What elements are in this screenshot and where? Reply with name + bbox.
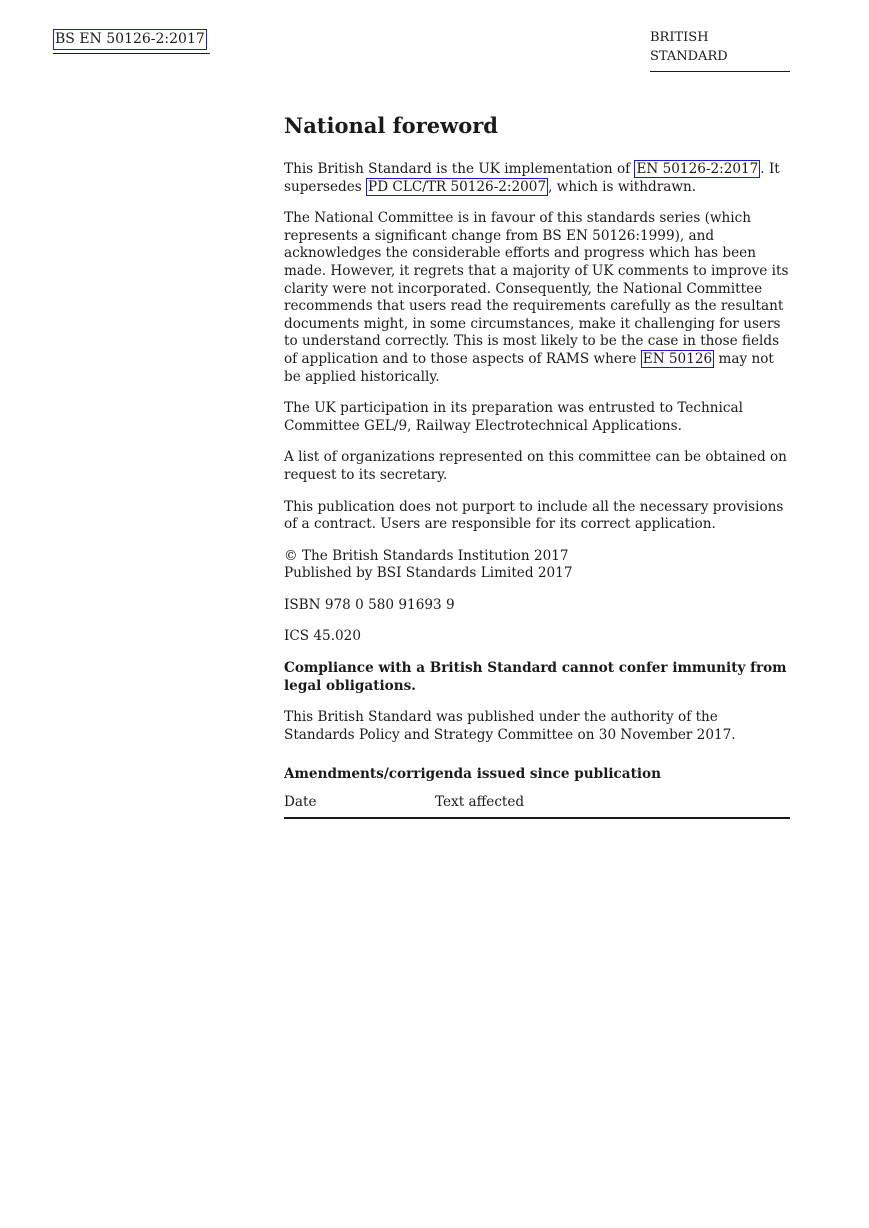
implementation-paragraph: [284, 161, 790, 196]
copyright-block: [284, 548, 790, 583]
publisher-line: Published by BSI Standards Limited 2017: [284, 565, 573, 582]
national-foreword-section: [284, 112, 790, 819]
committee-opinion-paragraph: [284, 210, 790, 386]
para1-pre: This British Standard is the UK implementation of: [284, 161, 635, 177]
en-50126-2-2017-link[interactable]: EN 50126-2:2017: [636, 161, 759, 177]
para1-mid: . It supersedes: [284, 161, 780, 195]
header-standard-label: BRITISH STANDARD: [650, 28, 790, 72]
amendments-col-text: Text affected: [435, 794, 525, 811]
isbn: ISBN 978 0 580 91693 9: [284, 596, 455, 613]
amendments-col-date: Date: [284, 794, 317, 811]
page-title: National foreword: [284, 113, 498, 138]
amendments-title: Amendments/corrigenda issued since publication: [284, 766, 661, 783]
para1-post: , which is withdrawn.: [548, 178, 697, 195]
amendments-table-header: [284, 794, 790, 819]
participation-paragraph: The UK participation in its preparation was entrusted to Technical Committee GEL/9, Railway Electrotechnical Applications.: [284, 400, 743, 434]
authority-paragraph: This British Standard was published under the authority of the Standards Policy and Strategy Committee on 30 November 2017.: [284, 709, 736, 743]
organizations-paragraph: A list of organizations represented on this committee can be obtained on request to its secretary.: [284, 449, 787, 483]
ics-code: ICS 45.020: [284, 628, 361, 645]
pd-clc-tr-50126-2-2007-link[interactable]: PD CLC/TR 50126-2:2007: [368, 178, 547, 195]
en-50126-link[interactable]: EN 50126: [642, 350, 713, 367]
header-doc-id: [53, 28, 210, 54]
copyright-line: © The British Standards Institution 2017: [284, 547, 569, 564]
para2-post: may not be applied historically.: [284, 350, 774, 385]
compliance-notice: Compliance with a British Standard cannot confer immunity from legal obligations.: [284, 660, 787, 694]
para2-pre: The National Committee is in favour of this standards series (which represents a significant change from BS EN 50126:1999), and acknowledges the considerable efforts and progress which has been made. However, it regrets that a majority of UK comments to improve its clarity were not incorporated. Consequently, the National Committee recommends that users read the requirements carefully as the resultant documents might, in some circumstances, make it challenging for users to understand correctly. This is most likely to be the case in those fields of application and to those aspects of RAMS where: [284, 210, 789, 367]
contract-paragraph: This publication does not purport to include all the necessary provisions of a contract. Users are responsible for its correct application.: [284, 498, 784, 533]
doc-id-link[interactable]: BS EN 50126-2:2017: [53, 29, 207, 50]
